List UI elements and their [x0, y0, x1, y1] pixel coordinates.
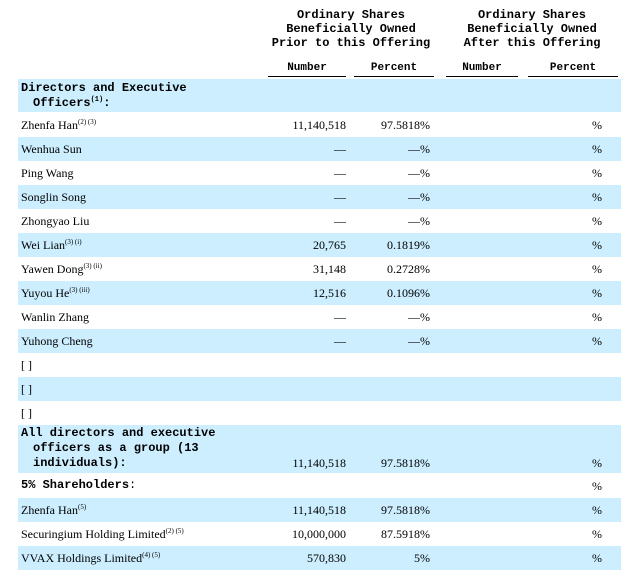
director-percent: —%: [408, 142, 430, 156]
col-header-number-after: Number: [446, 62, 518, 77]
section-shareholders: 5% Shareholders: %: [21, 478, 602, 493]
director-after-percent: %: [592, 190, 602, 204]
director-row: [18, 257, 621, 281]
director-row: [18, 209, 621, 233]
director-name: [ ]: [21, 406, 32, 420]
shareholder-row: [18, 546, 621, 570]
header-after-offering: Ordinary Shares Beneficially Owned After this Offering: [463, 8, 601, 50]
director-name: Zhenfa Han$^{(2) (3)}$: [21, 118, 97, 132]
director-row: [18, 185, 621, 209]
director-name: Yuhong Cheng: [21, 334, 93, 348]
director-number: 31,148: [313, 262, 346, 276]
director-number: —: [334, 310, 346, 324]
director-percent: 0.2728%: [387, 262, 430, 276]
director-number: 20,765: [313, 238, 346, 252]
director-after-percent: %: [592, 286, 602, 300]
shareholder-after-percent: %: [592, 527, 602, 541]
director-after-percent: %: [592, 142, 602, 156]
director-percent: —%: [408, 334, 430, 348]
director-name: [ ]: [21, 382, 32, 396]
shareholder-number: 11,140,518: [292, 503, 346, 517]
director-number: —: [334, 190, 346, 204]
director-name: [ ]: [21, 358, 32, 372]
group-total-row: [18, 425, 621, 473]
group-total-number: 11,140,518: [292, 456, 346, 470]
director-after-percent: %: [592, 166, 602, 180]
director-percent: —%: [408, 166, 430, 180]
director-row: [18, 113, 621, 137]
director-name: Yawen Dong$^{(3) (ii)}$: [21, 262, 102, 276]
director-number: —: [334, 166, 346, 180]
header-prior-offering: Ordinary Shares Beneficially Owned Prior to this Offering: [271, 8, 431, 50]
shareholder-percent: 87.5918%: [381, 527, 430, 541]
shareholder-name: Securingium Holding Limited$^{(2) (5)}$: [21, 527, 184, 541]
director-after-percent: %: [592, 310, 602, 324]
section-directors-label: Directors and Executive Officers$^{(1)}$:: [21, 81, 187, 110]
group-total-after: %: [592, 456, 602, 470]
director-row: [18, 281, 621, 305]
director-percent: —%: [408, 310, 430, 324]
group-total-percent: 97.5818%: [381, 456, 430, 470]
director-name: Ping Wang: [21, 166, 74, 180]
director-number: 11,140,518: [292, 118, 346, 132]
director-number: 12,516: [313, 286, 346, 300]
director-name: Wanlin Zhang: [21, 310, 90, 324]
director-percent: 0.1819%: [387, 238, 430, 252]
director-row: [18, 161, 621, 185]
director-percent: —%: [408, 214, 430, 228]
director-percent: 97.5818%: [381, 118, 430, 132]
director-number: —: [334, 214, 346, 228]
shareholder-percent: 5%: [414, 551, 430, 565]
director-after-percent: %: [592, 262, 602, 276]
director-name: Songlin Song: [21, 190, 87, 204]
director-percent: —%: [408, 190, 430, 204]
director-row: [18, 329, 621, 353]
director-row: [18, 305, 621, 329]
col-header-percent: Percent: [354, 62, 434, 77]
director-name: Wei Lian$^{(3) (i)}$: [21, 238, 82, 252]
shareholder-name: VVAX Holdings Limited$^{(4) (5)}$: [21, 551, 161, 565]
shareholder-number: 10,000,000: [292, 527, 346, 541]
shareholder-name: Zhenfa Han$^{(5)}$: [21, 503, 87, 517]
shareholder-number: 570,830: [307, 551, 346, 565]
group-total-label: All directors and executive officers as a group (13 individuals):: [21, 426, 216, 470]
shareholder-percent: 97.5818%: [381, 503, 430, 517]
section-directors: [18, 79, 621, 112]
director-row: [18, 401, 621, 425]
director-row: [18, 353, 621, 377]
director-row: [18, 233, 621, 257]
col-header-number: Number: [268, 62, 346, 77]
col-header-percent-after: Percent: [528, 62, 618, 77]
shareholder-row: [18, 522, 621, 546]
director-after-percent: %: [592, 118, 602, 132]
director-name: Wenhua Sun: [21, 142, 82, 156]
shareholder-after-percent: %: [592, 551, 602, 565]
shareholder-after-percent: %: [592, 503, 602, 517]
director-after-percent: %: [592, 214, 602, 228]
director-name: Yuyou $He^{(3) (iii)}$: [21, 286, 90, 300]
director-after-percent: %: [592, 334, 602, 348]
director-row: [18, 377, 621, 401]
director-name: Zhongyao Liu: [21, 214, 90, 228]
shareholder-row: [18, 498, 621, 522]
director-number: —: [334, 142, 346, 156]
director-after-percent: %: [592, 238, 602, 252]
director-percent: 0.1096%: [387, 286, 430, 300]
director-number: —: [334, 334, 346, 348]
director-row: [18, 137, 621, 161]
